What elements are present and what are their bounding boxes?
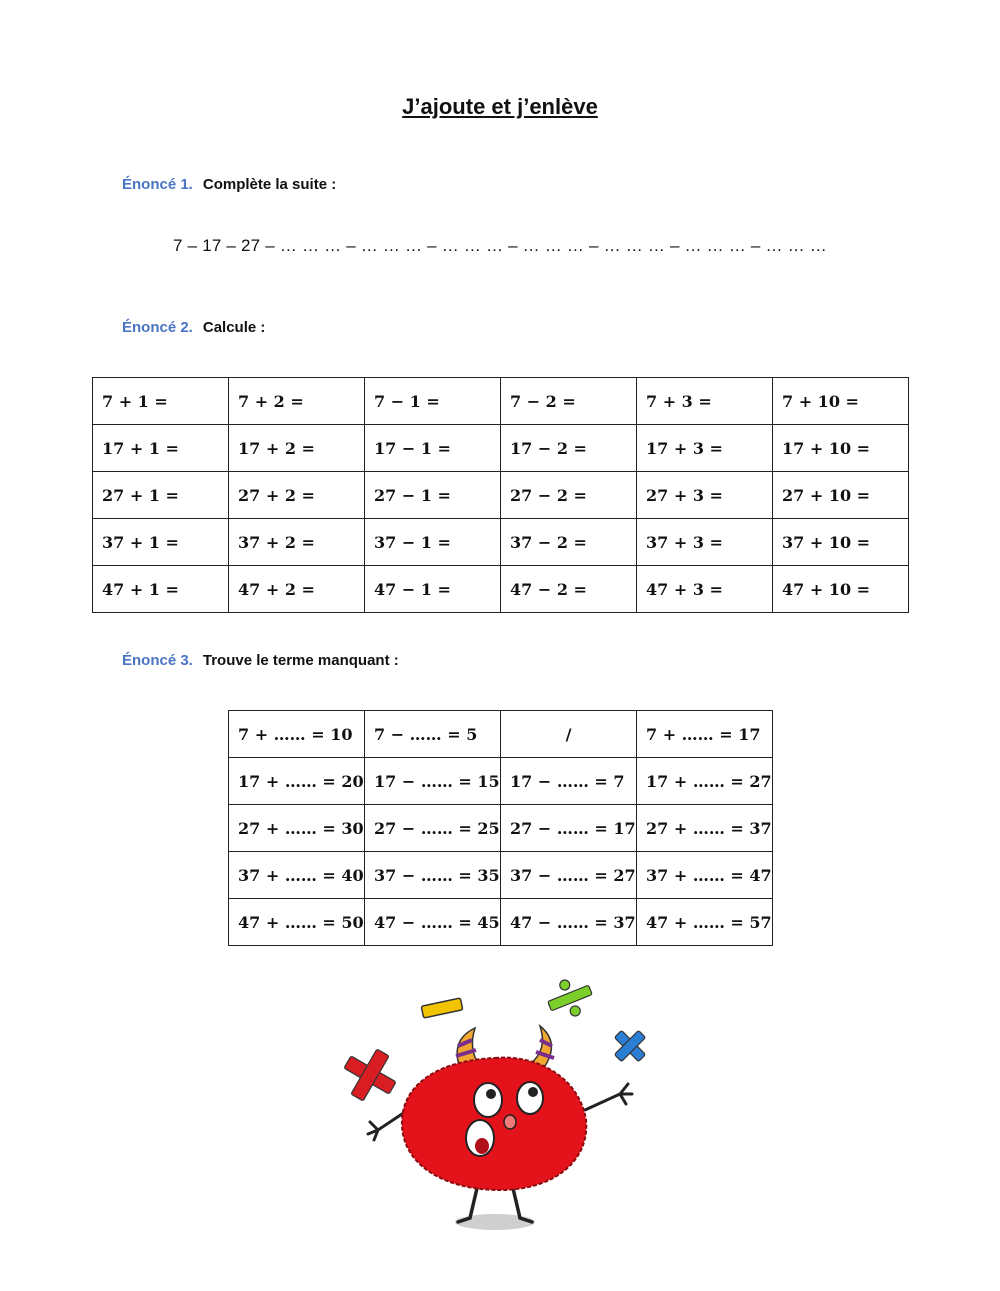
calc-cell: 47 − 2 = — [501, 566, 637, 613]
calc-cell: 47 − 1 = — [365, 566, 501, 613]
calc-cell: 27 + 10 = — [773, 472, 909, 519]
calc-cell: 27 + 3 = — [637, 472, 773, 519]
exercise2-instruction: Calcule : — [202, 319, 266, 336]
calc-cell: 7 − 1 = — [365, 378, 501, 425]
calc-cell: 7 + 3 = — [637, 378, 773, 425]
exercise3-instruction: Trouve le terme manquant : — [202, 652, 399, 669]
missing-term-cell: 7 + …… = 10 — [229, 711, 365, 758]
calc-cell: 27 + 1 = — [93, 472, 229, 519]
calc-cell: 17 + 2 = — [229, 425, 365, 472]
missing-term-cell: 27 + …… = 37 — [637, 805, 773, 852]
calc-cell: 17 − 2 = — [501, 425, 637, 472]
tongue — [475, 1138, 489, 1154]
exercise1-number: Énoncé 1. — [122, 176, 193, 193]
missing-term-cell: 27 − …… = 25 — [365, 805, 501, 852]
missing-term-cell: 7 − …… = 5 — [365, 711, 501, 758]
calc-cell: 17 − 1 = — [365, 425, 501, 472]
calc-cell: 37 + 1 = — [93, 519, 229, 566]
exercise2-number: Énoncé 2. — [122, 319, 193, 336]
calc-row — [93, 472, 909, 519]
missing-term-cell: 47 − …… = 45 — [365, 899, 501, 946]
number-sequence: 7 – 17 – 27 – … … … – … … … – … … … – … … … – … … … – … … … – … … … — [173, 236, 827, 255]
exercise1-instruction: Complète la suite : — [202, 176, 337, 193]
missing-term-row — [229, 899, 773, 946]
exercise2-heading — [122, 319, 265, 336]
missing-term-cell: 27 − …… = 17 — [501, 805, 637, 852]
missing-term-cell: 17 + …… = 20 — [229, 758, 365, 805]
calc-cell: 37 − 1 = — [365, 519, 501, 566]
divide-symbol-icon — [542, 972, 597, 1024]
left-pupil — [486, 1089, 496, 1099]
missing-term-cell: 47 + …… = 57 — [637, 899, 773, 946]
calculation-table — [92, 377, 909, 613]
left-eye — [474, 1083, 502, 1117]
calc-row — [93, 566, 909, 613]
missing-term-cell: 47 − …… = 37 — [501, 899, 637, 946]
monster-shadow — [455, 1214, 535, 1230]
calc-cell: 17 + 10 = — [773, 425, 909, 472]
missing-term-cell: 37 − …… = 35 — [365, 852, 501, 899]
calc-cell: 47 + 10 = — [773, 566, 909, 613]
calc-row — [93, 425, 909, 472]
exercise1-heading — [122, 176, 336, 193]
calc-cell: 37 + 10 = — [773, 519, 909, 566]
missing-term-cell: 17 + …… = 27 — [637, 758, 773, 805]
calc-cell: 17 + 1 = — [93, 425, 229, 472]
calc-cell: 17 + 3 = — [637, 425, 773, 472]
calc-row — [93, 519, 909, 566]
calc-cell: 37 − 2 = — [501, 519, 637, 566]
calc-cell: 27 − 2 = — [501, 472, 637, 519]
right-eye — [517, 1082, 543, 1114]
exercise3-number: Énoncé 3. — [122, 652, 193, 669]
missing-term-table — [228, 710, 773, 946]
missing-term-cell: 37 − …… = 27 — [501, 852, 637, 899]
missing-term-row — [229, 805, 773, 852]
missing-term-cell: 47 + …… = 50 — [229, 899, 365, 946]
calc-cell: 47 + 3 = — [637, 566, 773, 613]
right-pupil — [528, 1087, 538, 1097]
missing-term-row — [229, 852, 773, 899]
calc-cell: 7 + 1 = — [93, 378, 229, 425]
monster-illustration — [330, 970, 670, 1245]
plus-symbol-icon — [334, 1039, 405, 1110]
monster-drawing — [330, 970, 670, 1240]
minus-symbol-icon — [421, 998, 463, 1018]
missing-term-cell: 37 + …… = 47 — [637, 852, 773, 899]
calc-cell: 37 + 2 = — [229, 519, 365, 566]
calc-cell: 27 + 2 = — [229, 472, 365, 519]
missing-term-cell: / — [501, 711, 637, 758]
exercise3-heading — [122, 652, 399, 669]
monster-body — [402, 1058, 586, 1190]
missing-term-cell: 37 + …… = 40 — [229, 852, 365, 899]
times-symbol-icon — [606, 1022, 654, 1070]
calc-cell: 37 + 3 = — [637, 519, 773, 566]
calc-cell: 47 + 2 = — [229, 566, 365, 613]
missing-term-cell: 7 + …… = 17 — [637, 711, 773, 758]
missing-term-cell: 17 − …… = 7 — [501, 758, 637, 805]
missing-term-row — [229, 711, 773, 758]
calc-row — [93, 378, 909, 425]
right-arm — [585, 1084, 632, 1110]
calc-cell: 7 + 10 = — [773, 378, 909, 425]
calc-cell: 27 − 1 = — [365, 472, 501, 519]
missing-term-cell: 27 + …… = 30 — [229, 805, 365, 852]
calc-cell: 7 − 2 = — [501, 378, 637, 425]
calc-cell: 47 + 1 = — [93, 566, 229, 613]
missing-term-row — [229, 758, 773, 805]
nose — [504, 1115, 516, 1129]
missing-term-cell: 17 − …… = 15 — [365, 758, 501, 805]
calc-cell: 7 + 2 = — [229, 378, 365, 425]
page-title: J’ajoute et j’enlève — [402, 94, 598, 119]
